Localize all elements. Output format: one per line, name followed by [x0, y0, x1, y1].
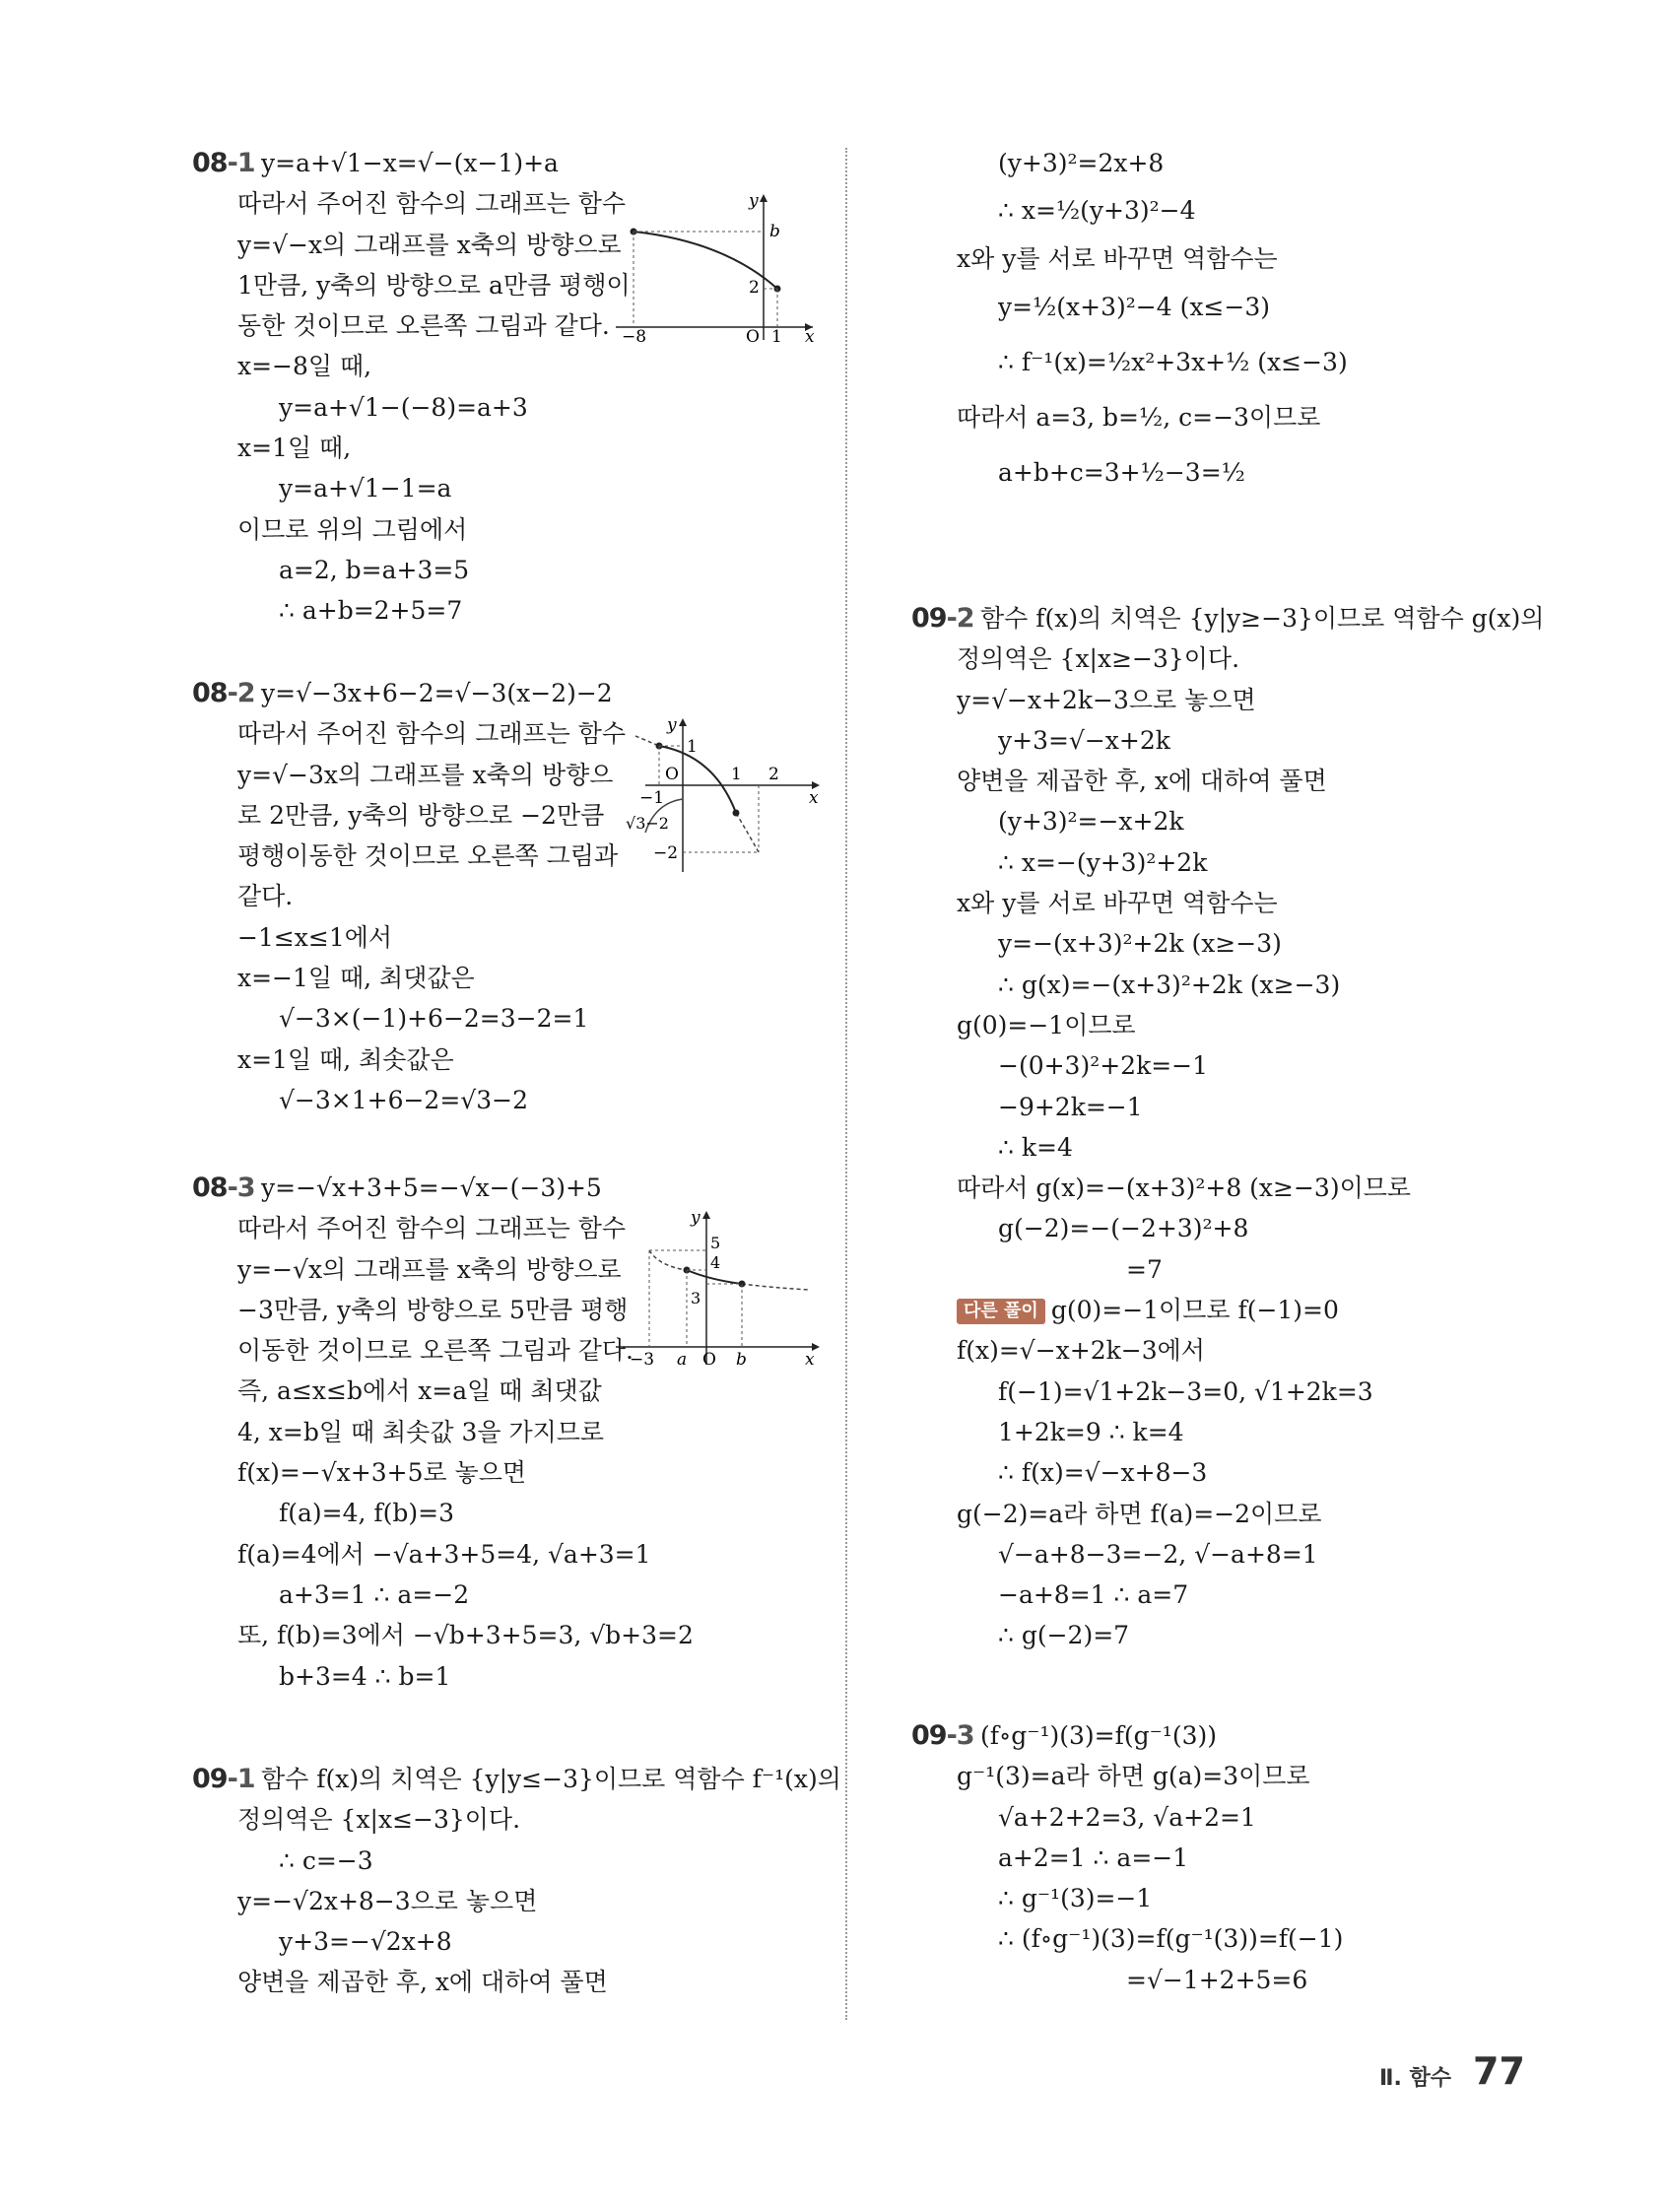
- solution-line: ∴ c=−3: [279, 1845, 373, 1875]
- solution-line: a=2, b=a+3=5: [279, 555, 470, 584]
- solution-line: √−a+8−3=−2, √−a+8=1: [998, 1539, 1318, 1569]
- solution-line: 따라서 주어진 함수의 그래프는 함수: [237, 1214, 627, 1243]
- solution-line: a+3=1 ∴ a=−2: [279, 1579, 470, 1609]
- solution-line: y=½(x+3)²−4 (x≤−3): [998, 292, 1270, 321]
- solution-line: 따라서 주어진 함수의 그래프는 함수: [237, 719, 627, 749]
- page-number: 77: [1473, 2049, 1525, 2093]
- solution-line: y=−(x+3)²+2k (x≥−3): [998, 929, 1282, 959]
- solution-line: 따라서 g(x)=−(x+3)²+8 (x≥−3)이므로: [957, 1173, 1412, 1203]
- problem-09-3: [911, 1715, 1522, 2000]
- one-x-label: 1: [731, 765, 742, 784]
- solution-line: 4, x=b일 때 최솟값 3을 가지므로: [237, 1417, 605, 1446]
- neg1-label: −1: [639, 788, 665, 808]
- graph-08-3: [616, 1209, 823, 1367]
- solution-line: √a+2+2=3, √a+2=1: [998, 1802, 1256, 1832]
- x-label: x: [805, 1350, 815, 1367]
- y-arrow-icon: [702, 1211, 710, 1219]
- problem-line: 09-1 함수 f(x)의 치역은 {y|y≤−3}이므로 역함수 f⁻¹(x)의: [192, 1759, 823, 1799]
- y-label: y: [667, 716, 677, 735]
- solution-line: x=−1일 때, 최댓값은: [237, 964, 475, 993]
- solution-line: −9+2k=−1: [998, 1092, 1143, 1121]
- b-label: b: [769, 222, 780, 241]
- solution-line: y=−√2x+8−3으로 놓으면: [237, 1886, 538, 1915]
- problem-number: 08-2: [192, 678, 255, 708]
- curve-dashed: [742, 1284, 809, 1290]
- solution-line: ∴ g(−2)=7: [998, 1621, 1130, 1650]
- solution-line: 정의역은 {x|x≤−3}이다.: [237, 1805, 521, 1835]
- solution-line: x와 y를 서로 바꾸면 역함수는: [957, 244, 1278, 274]
- four-label: 4: [710, 1253, 721, 1272]
- endpoint: [733, 810, 740, 817]
- problem-08-2: [192, 673, 823, 1120]
- one-label: 1: [771, 327, 782, 342]
- solution-line: −(0+3)²+2k=−1: [998, 1051, 1209, 1081]
- b-label: b: [736, 1350, 747, 1367]
- y-label: y: [749, 194, 759, 211]
- solution-line: g(0)=−1이므로: [957, 1010, 1136, 1039]
- solution-line: y+3=√−x+2k: [998, 725, 1170, 755]
- solution-line: 따라서 a=3, b=½, c=−3이므로: [957, 402, 1321, 432]
- graph-08-1: [616, 194, 823, 342]
- solution-line: x=−8일 때,: [237, 352, 372, 381]
- section-title: Ⅱ. 함수: [1379, 2066, 1452, 2091]
- solution-line: =7: [1126, 1254, 1163, 1284]
- solution-line: 로 2만큼, y축의 방향으로 −2만큼: [237, 800, 605, 830]
- solution-line: 양변을 제곱한 후, x에 대하여 풀면: [957, 767, 1327, 796]
- solution-line: 1만큼, y축의 방향으로 a만큼 평행이: [237, 270, 631, 300]
- solution-line: y=−√x의 그래프를 x축의 방향으로: [237, 1254, 622, 1284]
- solution-line: 평행이동한 것이므로 오른쪽 그림과: [237, 841, 619, 871]
- solution-line: f(a)=4, f(b)=3: [279, 1499, 455, 1528]
- origin-label: O: [702, 1350, 716, 1367]
- graph-08-2: [626, 716, 823, 874]
- two-label: 2: [749, 278, 760, 298]
- origin-label: O: [665, 765, 679, 784]
- sqrt3-minus2-label: √3−2: [626, 814, 669, 833]
- problem-number: 09-3: [911, 1720, 974, 1751]
- solution-line: 동한 것이므로 오른쪽 그림과 같다.: [237, 311, 610, 341]
- solution-line: g⁻¹(3)=a라 하면 g(a)=3이므로: [957, 1762, 1310, 1791]
- alt-solution-badge: 다른 풀이: [957, 1299, 1045, 1324]
- solution-line: ∴ f⁻¹(x)=½x²+3x+½ (x≤−3): [998, 347, 1348, 376]
- problem-08-3: [192, 1168, 823, 1697]
- y-label: y: [691, 1209, 701, 1228]
- solution-line: ∴ x=−(y+3)²+2k: [998, 847, 1208, 877]
- problem-09-1-continued: [911, 143, 1522, 501]
- solution-line: ∴ k=4: [998, 1132, 1073, 1162]
- problem-number: 09-1: [192, 1764, 255, 1794]
- problem-08-1: [192, 143, 823, 632]
- solution-line: f(x)=−√x+3+5로 놓으면: [237, 1458, 527, 1488]
- solution-line: 양변을 제곱한 후, x에 대하여 풀면: [237, 1968, 608, 1997]
- solution-line: 즉, a≤x≤b에서 x=a일 때 최댓값: [237, 1376, 602, 1406]
- solution-line: 이동한 것이므로 오른쪽 그림과 같다.: [237, 1336, 634, 1366]
- solution-line: −3만큼, y축의 방향으로 5만큼 평행: [237, 1295, 629, 1324]
- solution-line: b+3=4 ∴ b=1: [279, 1661, 451, 1691]
- solution-line: √−3×1+6−2=√3−2: [279, 1085, 528, 1114]
- x-label: x: [809, 788, 819, 808]
- solution-line: 같다.: [237, 882, 294, 911]
- solution-line: 따라서 주어진 함수의 그래프는 함수: [237, 189, 627, 219]
- solution-line: y=√−x+2k−3으로 놓으면: [957, 685, 1256, 714]
- solution-line: −1≤x≤1에서: [237, 922, 393, 952]
- solution-line: ∴ a+b=2+5=7: [279, 596, 463, 626]
- solution-line: y=a+√1−(−8)=a+3: [279, 392, 528, 422]
- solution-line: ∴ g(x)=−(x+3)²+2k (x≥−3): [998, 970, 1341, 999]
- solution-line: 1+2k=9 ∴ k=4: [998, 1417, 1184, 1446]
- solution-line: a+2=1 ∴ a=−1: [998, 1843, 1189, 1872]
- solution-line: x=1일 때,: [237, 434, 352, 463]
- solution-line: g(−2)=−(−2+3)²+8: [998, 1214, 1249, 1243]
- solution-line: y=√−x의 그래프를 x축의 방향으로: [237, 230, 622, 259]
- problem-line: 09-3 (f∘g⁻¹)(3)=f(g⁻¹(3)): [911, 1715, 1522, 1756]
- solution-line: (y+3)²=−x+2k: [998, 807, 1184, 837]
- alt-solution-line: 다른 풀이 g(0)=−1이므로 f(−1)=0: [911, 1290, 1522, 1330]
- x-label: x: [805, 327, 815, 342]
- curve-dashed: [736, 813, 759, 852]
- solution-line: f(a)=4에서 −√a+3+5=4, √a+3=1: [237, 1539, 651, 1569]
- solution-line: x=1일 때, 최솟값은: [237, 1044, 454, 1074]
- problem-number: 09-2: [911, 603, 974, 634]
- two-label: 2: [768, 765, 779, 784]
- solution-line: f(−1)=√1+2k−3=0, √1+2k=3: [998, 1376, 1373, 1406]
- solution-line: y+3=−√2x+8: [279, 1927, 452, 1957]
- five-label: 5: [710, 1234, 721, 1252]
- solution-line: =√−1+2+5=6: [1126, 1965, 1308, 1994]
- solution-line: √−3×(−1)+6−2=3−2=1: [279, 1004, 589, 1034]
- solution-line: ∴ f(x)=√−x+8−3: [998, 1458, 1208, 1488]
- one-y-label: 1: [687, 737, 698, 757]
- problem-number: 08-1: [192, 148, 255, 178]
- problem-09-2: [911, 598, 1545, 1656]
- solution-line: ∴ (f∘g⁻¹)(3)=f(g⁻¹(3))=f(−1): [998, 1924, 1344, 1954]
- solution-line: 이므로 위의 그림에서: [237, 514, 468, 544]
- problem-09-1: [192, 1759, 841, 2003]
- curve-solid: [687, 1270, 742, 1284]
- solution-line: (y+3)²=2x+8: [998, 149, 1165, 177]
- problem-line: 08-2 y=√−3x+6−2=√−3(x−2)−2: [192, 673, 823, 713]
- solution-line: y=a+√1−1=a: [279, 474, 452, 503]
- curve-dashed: [649, 1250, 687, 1270]
- y-arrow-icon: [760, 194, 767, 202]
- problem-number: 08-3: [192, 1173, 255, 1203]
- solution-line: a+b+c=3+½−3=½: [998, 457, 1245, 487]
- curve-dashed: [635, 736, 659, 746]
- problem-line: 08-3 y=−√x+3+5=−√x−(−3)+5: [192, 1168, 823, 1208]
- solution-line: 또, f(b)=3에서 −√b+3+5=3, √b+3=2: [237, 1621, 694, 1650]
- problem-line: 08-1 y=a+√1−x=√−(x−1)+a: [192, 143, 823, 183]
- problem-line: 09-2 함수 f(x)의 치역은 {y|y≥−3}이므로 역함수 g(x)의: [911, 598, 1522, 638]
- solution-line: 정의역은 {x|x≥−3}이다.: [957, 644, 1240, 674]
- solution-line: y=√−3x의 그래프를 x축의 방향으: [237, 760, 614, 789]
- column-divider: [845, 148, 847, 2020]
- neg2-label: −2: [653, 843, 679, 863]
- origin-label: O: [746, 327, 760, 342]
- neg8-label: −8: [622, 327, 647, 342]
- a-label: a: [677, 1350, 688, 1367]
- solution-line: x와 y를 서로 바꾸면 역함수는: [957, 889, 1278, 918]
- y-arrow-icon: [679, 718, 687, 726]
- solution-line: ∴ x=½(y+3)²−4: [998, 196, 1196, 226]
- solution-line: −a+8=1 ∴ a=7: [998, 1580, 1189, 1610]
- three-label: 3: [691, 1289, 701, 1307]
- solution-line: f(x)=√−x+2k−3에서: [957, 1336, 1205, 1366]
- solution-line: g(−2)=a라 하면 f(a)=−2이므로: [957, 1499, 1322, 1528]
- neg3-label: −3: [630, 1350, 655, 1367]
- solution-line: ∴ g⁻¹(3)=−1: [998, 1884, 1153, 1913]
